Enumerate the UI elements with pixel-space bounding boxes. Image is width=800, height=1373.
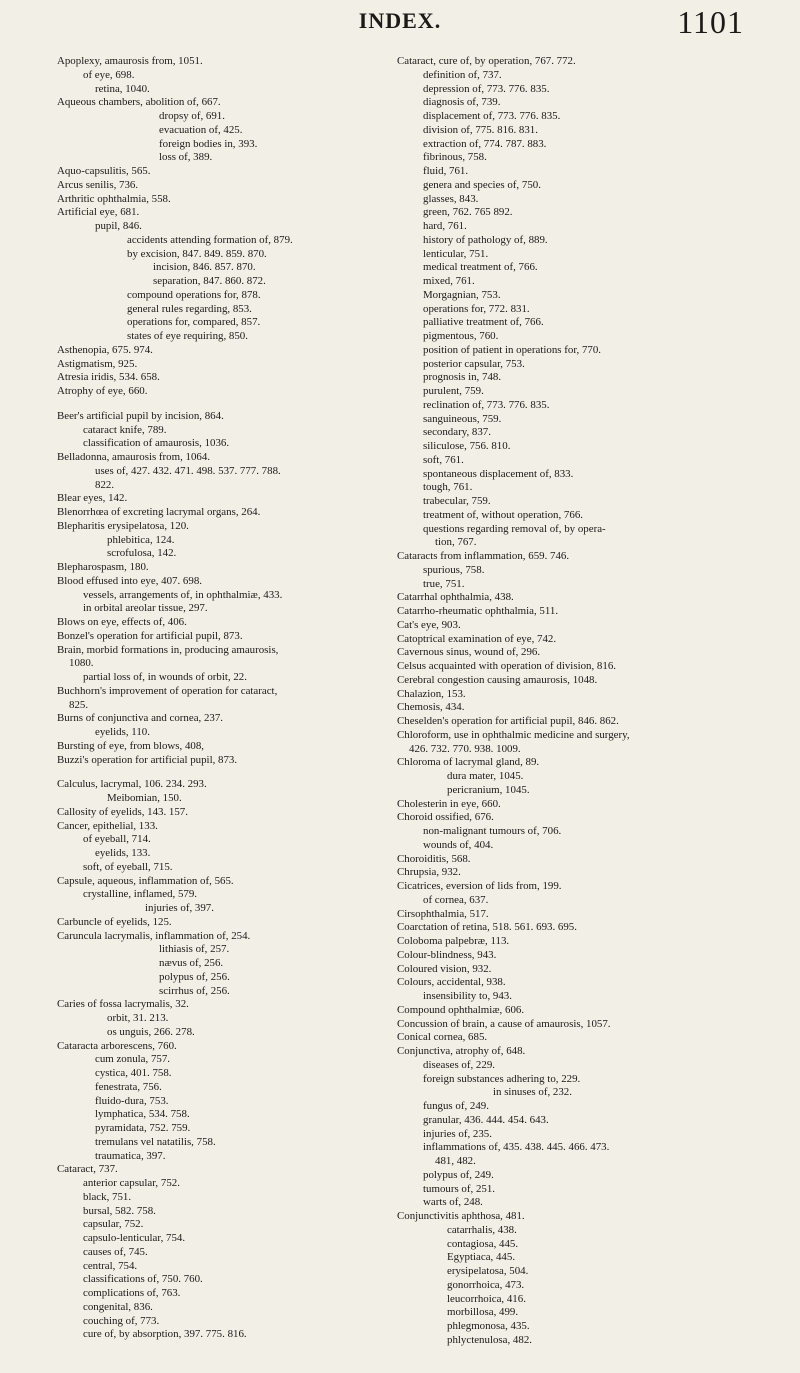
index-entry: eyelids, 110.	[95, 726, 150, 738]
index-entry: Catarrhal ophthalmia, 438.	[397, 591, 514, 604]
index-entry: Cataracts from inflammation, 659. 746.	[397, 550, 570, 562]
index-entry: leucorrhoica, 416.	[447, 1292, 526, 1305]
index-entry: of eyeball, 714.	[83, 833, 151, 846]
index-entry: cum zonula, 757.	[95, 1053, 171, 1066]
index-entry: posterior capsular, 753.	[423, 357, 525, 370]
index-entry: polypus of, 256.	[159, 970, 230, 983]
index-entry: general rules regarding, 853.	[127, 302, 252, 315]
index-entry: green, 762. 765 892.	[423, 206, 513, 219]
index-entry: non-malignant tumours of, 706.	[423, 825, 562, 837]
index-entry: dropsy of, 691.	[159, 110, 225, 122]
index-entry: cystica, 401. 758.	[95, 1067, 172, 1079]
index-entry: phlegmonosa, 435.	[447, 1320, 530, 1332]
index-entry: Blows on eye, effects of, 406.	[57, 616, 187, 628]
index-entry: states of eye requiring, 850.	[127, 330, 248, 342]
index-entry: warts of, 248.	[423, 1196, 483, 1209]
index-entry: scrofulosa, 142.	[107, 547, 177, 560]
index-entry: classification of amaurosis, 1036.	[83, 437, 230, 450]
index-entry: Cerebral congestion causing amaurosis, 1048.	[397, 673, 598, 686]
index-entry: Cancer, epithelial, 133.	[57, 819, 158, 832]
index-entry: purulent, 759.	[423, 385, 484, 397]
index-entry: Burns of conjunctiva and cornea, 237.	[57, 712, 224, 725]
index-entry: fluido-dura, 753.	[95, 1094, 169, 1107]
index-entry: operations for, compared, 857.	[127, 316, 261, 329]
index-entry: tumours of, 251.	[423, 1182, 495, 1195]
index-entry: Concussion of brain, a cause of amaurosis, 1057.	[397, 1017, 611, 1030]
index-entry: Catarrho-rheumatic ophthalmia, 511.	[397, 605, 559, 617]
index-entry: wounds of, 404.	[423, 838, 494, 851]
index-entry: crystalline, inflamed, 579.	[83, 888, 198, 901]
index-entry: Cirsophthalmia, 517.	[397, 907, 489, 920]
index-entry: vessels, arrangements of, in ophthalmiæ, 433.	[83, 588, 283, 601]
index-entry: os unguis, 266. 278.	[107, 1025, 195, 1038]
index-entry: eyelids, 133.	[95, 847, 151, 859]
index-entry: orbit, 31. 213.	[107, 1012, 169, 1024]
index-entry: depression of, 773. 776. 835.	[423, 82, 550, 95]
index-entry: classifications of, 750. 760.	[83, 1273, 203, 1286]
index-entry: 1080.	[69, 657, 94, 670]
index-entry: central, 754.	[83, 1259, 138, 1272]
index-entry: history of pathology of, 889.	[423, 233, 548, 246]
index-entry: glasses, 843.	[423, 192, 479, 205]
index-entry: injuries of, 397.	[145, 902, 214, 914]
index-entry: Chrupsia, 932.	[397, 866, 461, 879]
index-entry: definition of, 737.	[423, 68, 502, 81]
index-entry: Cataracta arborescens, 760.	[57, 1039, 177, 1052]
index-entry: Brain, morbid formations in, producing amaurosis,	[57, 643, 279, 656]
index-entry: uses of, 427. 432. 471. 498. 537. 777. 788.	[95, 464, 281, 477]
index-entry: Choroiditis, 568.	[397, 852, 471, 865]
index-entry: position of patient in operations for, 770.	[423, 343, 602, 356]
index-entry: 426. 732. 770. 938. 1009.	[409, 742, 521, 755]
index-entry: Choroid ossified, 676.	[397, 811, 494, 824]
index-entry: Coloured vision, 932.	[397, 962, 492, 975]
index-entry: trabecular, 759.	[423, 495, 491, 507]
index-entry: 822.	[95, 478, 115, 491]
index-entry: Blenorrhœa of excreting lacrymal organs, 264.	[57, 506, 261, 518]
index-entry: morbillosa, 499.	[447, 1306, 519, 1319]
index-entry: injuries of, 235.	[423, 1127, 492, 1140]
index-entry: Atresia iridis, 534. 658.	[57, 371, 160, 384]
index-entry: displacement of, 773. 776. 835.	[423, 110, 561, 122]
index-entry: soft, 761.	[423, 453, 464, 466]
index-entry: contagiosa, 445.	[447, 1237, 519, 1250]
index-entry: palliative treatment of, 766.	[423, 316, 544, 329]
index-entry: Buchhorn's improvement of operation for cataract,	[57, 684, 278, 697]
index-entry: traumatica, 397.	[95, 1149, 166, 1162]
index-entry: catarrhalis, 438.	[447, 1223, 517, 1236]
index-entry: dura mater, 1045.	[447, 770, 524, 782]
index-entry: fluid, 761.	[423, 165, 469, 177]
index-entry: Conical cornea, 685.	[397, 1031, 488, 1044]
index-entry: fibrinous, 758.	[423, 151, 487, 164]
index-entry: in sinuses of, 232.	[493, 1086, 572, 1099]
index-entry: tremulans vel natatilis, 758.	[95, 1135, 216, 1148]
index-entry: couching of, 773.	[83, 1314, 160, 1327]
index-entry: gonorrhoica, 473.	[447, 1278, 525, 1291]
index-entry: accidents attending formation of, 879.	[127, 233, 293, 246]
index-entry: genera and species of, 750.	[423, 178, 541, 191]
index-entry: retina, 1040.	[95, 82, 150, 95]
index-entry: Chloroform, use in ophthalmic medicine and surgery,	[397, 728, 630, 741]
index-entry: Apoplexy, amaurosis from, 1051.	[57, 55, 203, 67]
index-entry: cure of, by absorption, 397. 775. 816.	[83, 1328, 247, 1341]
index-entry: Cataract, cure of, by operation, 767. 772.	[397, 55, 576, 67]
index-entry: reclination of, 773. 776. 835.	[423, 398, 550, 411]
index-entry: 825.	[69, 698, 89, 711]
page-number: 1101	[677, 4, 744, 40]
index-entry: Conjunctiva, atrophy of, 648.	[397, 1045, 526, 1057]
index-entry: medical treatment of, 766.	[423, 261, 538, 274]
index-entry: Callosity of eyelids, 143. 157.	[57, 805, 188, 818]
index-entry: partial loss of, in wounds of orbit, 22.	[83, 671, 247, 683]
index-entry: lenticular, 751.	[423, 247, 489, 260]
index-entry: Carbuncle of eyelids, 125.	[57, 915, 172, 928]
index-entry: lithiasis of, 257.	[159, 943, 230, 956]
index-entry: secondary, 837.	[423, 426, 491, 439]
index-entry: Cataract, 737.	[57, 1163, 118, 1176]
index-column-right	[397, 55, 757, 1348]
index-entry: operations for, 772. 831.	[423, 302, 530, 315]
index-entry: Capsule, aqueous, inflammation of, 565.	[57, 874, 234, 887]
index-entry: pyramidata, 752. 759.	[95, 1122, 191, 1134]
index-entry: Belladonna, amaurosis from, 1064.	[57, 451, 211, 463]
index-entry: fungus of, 249.	[423, 1100, 489, 1112]
index-entry: Calculus, lacrymal, 106. 234. 293.	[57, 778, 207, 791]
index-entry: true, 751.	[423, 577, 465, 590]
index-entry: Cholesterin in eye, 660.	[397, 797, 501, 810]
index-entry: fenestrata, 756.	[95, 1080, 162, 1093]
index-entry: Coarctation of retina, 518. 561. 693. 695.	[397, 921, 577, 934]
index-entry: Blepharospasm, 180.	[57, 561, 149, 573]
index-entry: Morgagnian, 753.	[423, 288, 501, 301]
index-entry: Blear eyes, 142.	[57, 492, 128, 505]
index-entry: mixed, 761.	[423, 275, 475, 287]
index-entry: Buzzi's operation for artificial pupil, 873.	[57, 753, 238, 766]
section-gap	[57, 767, 377, 778]
index-entry: incision, 846. 857. 870.	[153, 261, 256, 274]
index-entry: diagnosis of, 739.	[423, 96, 501, 109]
page-title: INDEX.	[358, 8, 442, 33]
index-entry: causes of, 745.	[83, 1245, 148, 1258]
index-entry: pigmentous, 760.	[423, 330, 499, 342]
index-entry: Blood effused into eye, 407. 698.	[57, 574, 202, 587]
index-entry: Aquo-capsulitis, 565.	[57, 165, 151, 177]
index-entry: complications of, 763.	[83, 1287, 181, 1299]
index-entry: siliculose, 756. 810.	[423, 440, 511, 452]
index-entry: capsulo-lenticular, 754.	[83, 1232, 186, 1244]
index-entry: by excision, 847. 849. 859. 870.	[127, 247, 267, 260]
index-entry: Coloboma palpebræ, 113.	[397, 935, 510, 947]
index-entry: loss of, 389.	[159, 151, 213, 164]
index-entry: Cavernous sinus, wound of, 296.	[397, 646, 541, 659]
index-entry: Caries of fossa lacrymalis, 32.	[57, 998, 189, 1011]
index-entry: Atrophy of eye, 660.	[57, 385, 148, 397]
index-entry: nævus of, 256.	[159, 957, 224, 969]
index-entry: prognosis in, 748.	[423, 371, 502, 384]
index-entry: division of, 775. 816. 831.	[423, 123, 538, 136]
index-entry: Bursting of eye, from blows, 408,	[57, 739, 205, 752]
index-entry: Meibomian, 150.	[107, 792, 182, 804]
index-entry: phlebitica, 124.	[107, 533, 175, 546]
index-entry: Cheselden's operation for artificial pupil, 846. 862.	[397, 715, 619, 727]
index-entry: cataract knife, 789.	[83, 423, 167, 436]
index-entry: pupil, 846.	[95, 220, 142, 232]
index-entry: congenital, 836.	[83, 1300, 153, 1313]
index-entry: foreign bodies in, 393.	[159, 137, 258, 150]
index-entry: Artificial eye, 681.	[57, 206, 140, 219]
index-entry: erysipelatosa, 504.	[447, 1265, 529, 1277]
index-entry: Compound ophthalmiæ, 606.	[397, 1003, 525, 1016]
section-gap	[57, 399, 377, 410]
index-entry: phlyctenulosa, 482.	[447, 1333, 532, 1346]
index-entry: treatment of, without operation, 766.	[423, 508, 583, 521]
index-entry: pericranium, 1045.	[447, 783, 530, 796]
index-entry: Catoptrical examination of eye, 742.	[397, 632, 557, 645]
index-entry: Beer's artificial pupil by incision, 864.	[57, 409, 224, 422]
index-entry: polypus of, 249.	[423, 1168, 494, 1181]
index-entry: Celsus acquainted with operation of division, 816.	[397, 660, 616, 672]
index-entry: 481, 482.	[435, 1155, 476, 1167]
index-entry: inflammations of, 435. 438. 445. 466. 473.	[423, 1141, 610, 1154]
index-entry: evacuation of, 425.	[159, 123, 243, 136]
index-entry: bursal, 582. 758.	[83, 1204, 156, 1217]
index-entry: insensibility to, 943.	[423, 990, 512, 1002]
index-entry: in orbital areolar tissue, 297.	[83, 602, 208, 615]
index-entry: tion, 767.	[435, 536, 477, 549]
index-entry: Arcus senilis, 736.	[57, 178, 139, 191]
index-entry: of eye, 698.	[83, 68, 135, 81]
index-entry: lymphatica, 534. 758.	[95, 1108, 190, 1121]
index-entry: Chalazion, 153.	[397, 687, 466, 700]
index-entry: compound operations for, 878.	[127, 288, 261, 301]
index-entry: Caruncula lacrymalis, inflammation of, 254.	[57, 929, 251, 942]
index-entry: Blepharitis erysipelatosa, 120.	[57, 519, 189, 532]
index-entry: Aqueous chambers, abolition of, 667.	[57, 96, 221, 109]
index-entry: soft, of eyeball, 715.	[83, 860, 173, 873]
index-entry: spontaneous displacement of, 833.	[423, 467, 574, 480]
index-entry: extraction of, 774. 787. 883.	[423, 137, 547, 150]
index-entry: sanguineous, 759.	[423, 412, 502, 425]
index-entry: Egyptiaca, 445.	[447, 1251, 516, 1264]
page-header	[0, 4, 800, 48]
index-entry: Asthenopia, 675. 974.	[57, 343, 153, 356]
index-column-left	[57, 55, 377, 1342]
index-entry: granular, 436. 444. 454. 643.	[423, 1113, 549, 1126]
index-entry: Chloroma of lacrymal gland, 89.	[397, 756, 540, 769]
index-entry: diseases of, 229.	[423, 1058, 495, 1071]
index-entry: tough, 761.	[423, 481, 473, 494]
index-entry: foreign substances adhering to, 229.	[423, 1072, 581, 1085]
index-entry: Colours, accidental, 938.	[397, 976, 506, 989]
index-entry: separation, 847. 860. 872.	[153, 275, 266, 287]
index-entry: Bonzel's operation for artificial pupil, 873.	[57, 629, 243, 642]
index-entry: questions regarding removal of, by opera-	[423, 522, 606, 535]
index-entry: capsular, 752.	[83, 1218, 144, 1231]
index-entry: Conjunctivitis aphthosa, 481.	[397, 1210, 525, 1222]
index-entry: anterior capsular, 752.	[83, 1177, 180, 1189]
index-entry: Arthritic ophthalmia, 558.	[57, 192, 171, 205]
index-entry: of cornea, 637.	[423, 893, 489, 906]
index-entry: hard, 761.	[423, 220, 467, 232]
index-entry: Colour-blindness, 943.	[397, 948, 497, 961]
index-entry: black, 751.	[83, 1190, 132, 1203]
index-entry: scirrhus of, 256.	[159, 984, 230, 997]
index-entry: Astigmatism, 925.	[57, 357, 138, 370]
index-entry: Chemosis, 434.	[397, 701, 465, 714]
index-entry: spurious, 758.	[423, 563, 485, 576]
index-entry: Cat's eye, 903.	[397, 618, 461, 631]
index-entry: Cicatrices, eversion of lids from, 199.	[397, 880, 562, 892]
